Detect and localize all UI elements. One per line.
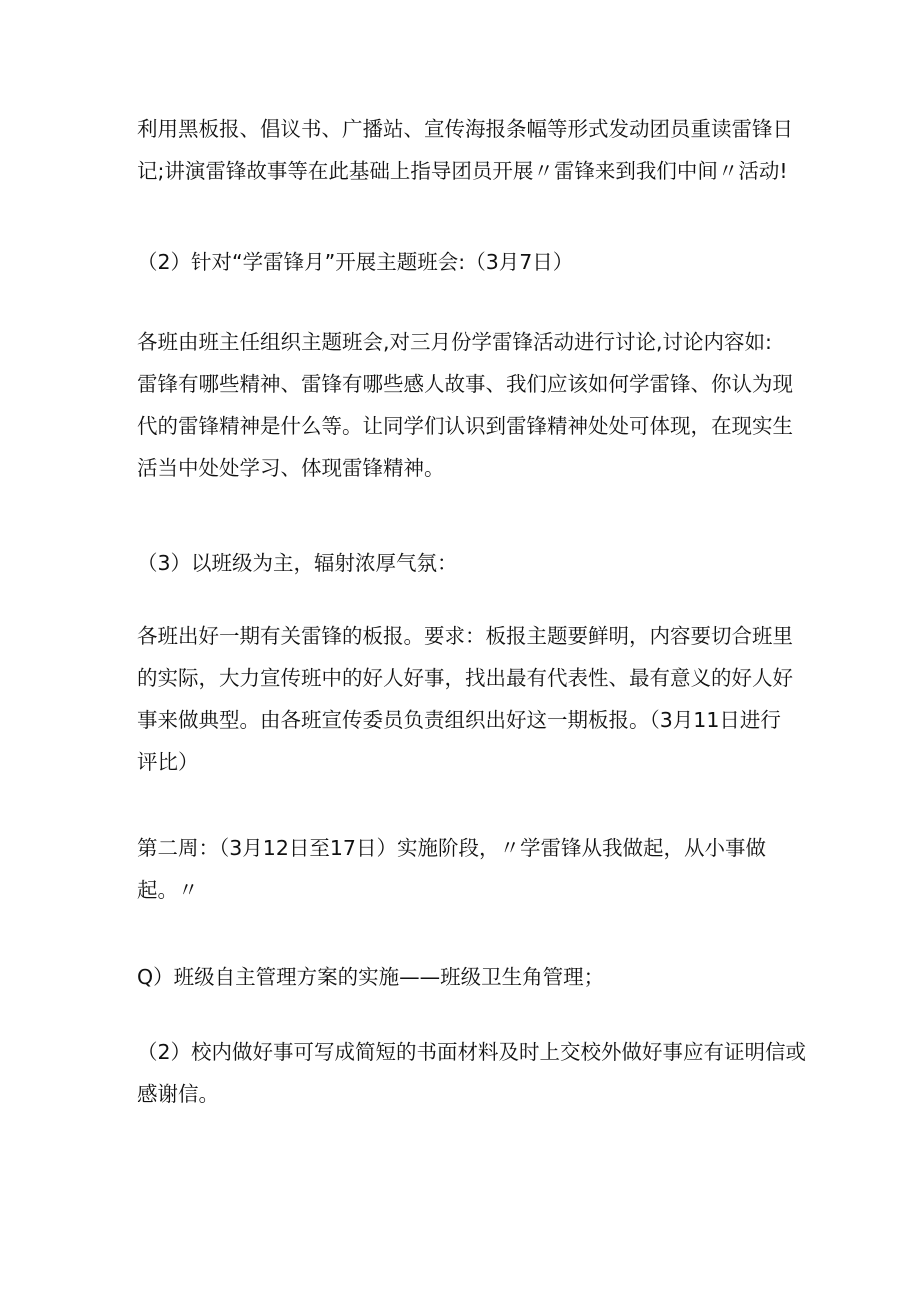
text-line: 事来做典型。由各班宣传委员负责组织出好这一期板报。（3月11日进行 (137, 708, 781, 732)
text-line: 雷锋有哪些精神、雷锋有哪些感人故事、我们应该如何学雷锋、你认为现 (137, 372, 793, 396)
text-line: 各班由班主任组织主题班会,对三月份学雷锋活动进行讨论,讨论内容如: (137, 330, 772, 354)
text-line: 第二周：（3月12日至17日）实施阶段，〃学雷锋从我做起，从小事做 (137, 836, 766, 860)
section-heading-atmosphere (137, 542, 797, 584)
paragraph-class-meeting (137, 321, 797, 489)
paragraph-good-deeds (137, 1031, 807, 1115)
text-line: （2）针对“学雷锋月”开展主题班会:（3月7日） (137, 250, 574, 274)
text-line: 各班出好一期有关雷锋的板报。要求：板报主题要鲜明，内容要切合班里 (137, 624, 793, 648)
text-line: （3）以班级为主，辐射浓厚气氛： (137, 551, 458, 575)
text-line: （2）校内做好事可写成简短的书面材料及时上交校外做好事应有证明信或 (137, 1040, 807, 1064)
text-line: Q）班级自主管理方案的实施——班级卫生角管理； (137, 965, 605, 989)
paragraph-blackboard (137, 615, 797, 783)
text-line: 利用黑板报、倡议书、广播站、宣传海报条幅等形式发动团员重读雷锋日 (137, 117, 793, 141)
text-line: 记;讲演雷锋故事等在此基础上指导团员开展〃雷锋来到我们中间〃活动! (137, 159, 788, 183)
paragraph-week-two (137, 827, 797, 911)
text-line: 起。〃 (137, 878, 199, 902)
text-line: 感谢信。 (137, 1082, 219, 1106)
paragraph-intro (137, 108, 797, 192)
text-line: 代的雷锋精神是什么等。让同学们认识到雷锋精神处处可体现，在现实生 (137, 414, 793, 438)
text-line: 的实际，大力宣传班中的好人好事，找出最有代表性、最有意义的好人好 (137, 666, 793, 690)
text-line: 评比） (137, 750, 199, 774)
text-line: 活当中处处学习、体现雷锋精神。 (137, 456, 445, 480)
paragraph-hygiene-management (137, 956, 797, 998)
section-heading-class-meeting (137, 241, 797, 283)
